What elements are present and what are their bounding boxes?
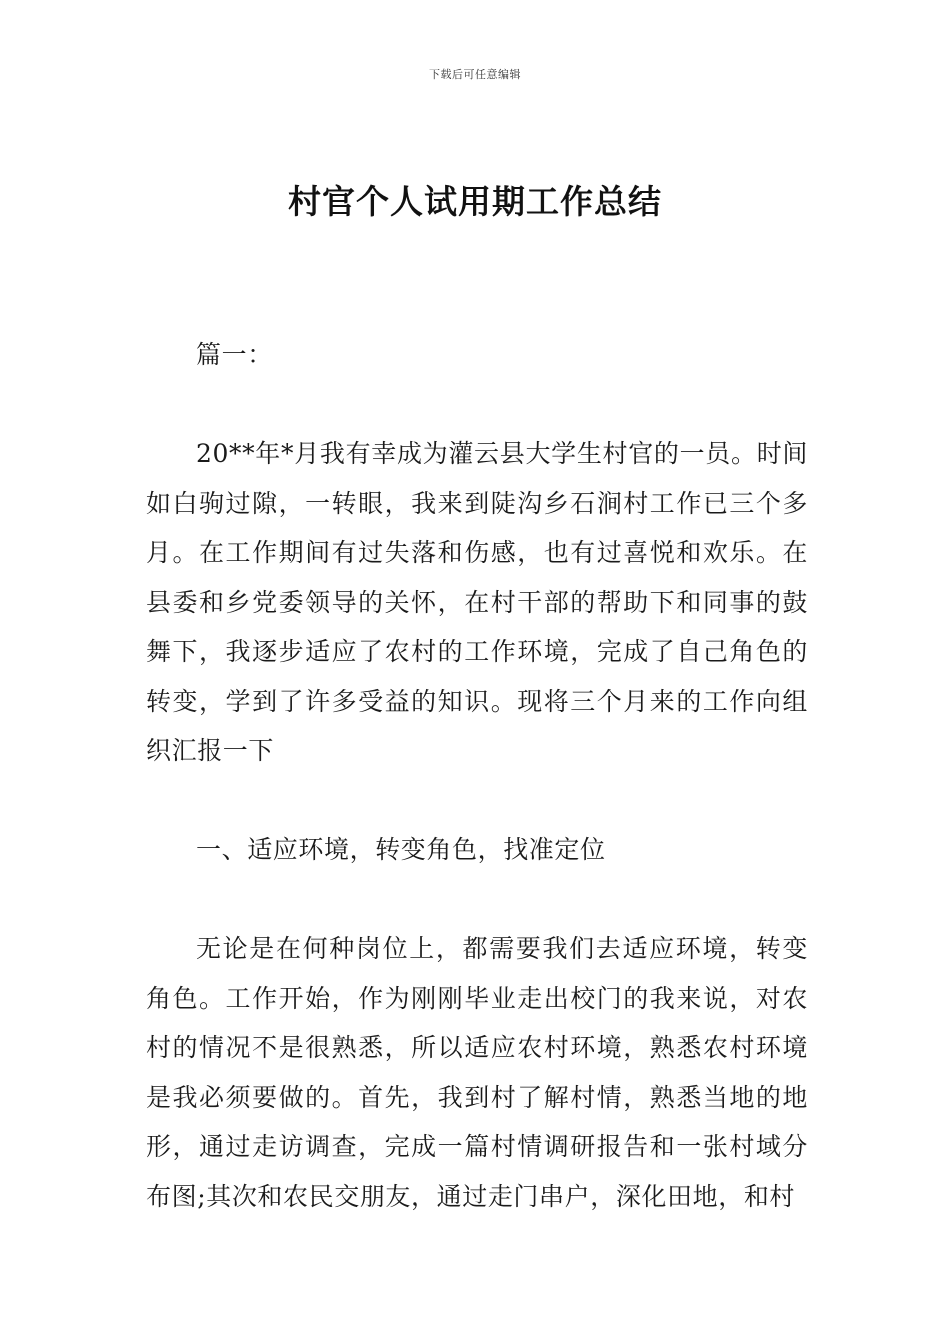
section-label: 篇一：	[196, 340, 273, 369]
body-paragraph-2: 无论是在何种岗位上，都需要我们去适应环境，转变角色。工作开始，作为刚刚毕业走出校门的我来说，对农村的情况不是很熟悉，所以适应农村环境，熟悉农村环境是我必须要做的。首先，我到村了解村情，熟悉当地的地形，通过走访调查，完成一篇村情调研报告和一张村域分布图;其次和农民交朋友，通过走门串户，深化田地，和村	[146, 934, 808, 1211]
section-heading-1: 一、适应环境，转变角色，找准定位	[196, 835, 606, 864]
body-paragraph-1: 20**年*月我有幸成为灌云县大学生村官的一员。时间如白驹过隙，一转眼，我来到陡沟乡石涧村工作已三个多月。在工作期间有过失落和伤感，也有过喜悦和欢乐。在县委和乡党委领导的关怀，在村干部的帮助下和同事的鼓舞下，我逐步适应了农村的工作环境，完成了自己角色的转变，学到了许多受益的知识。现将三个月来的工作向组织汇报一下	[146, 439, 808, 765]
document-body	[146, 330, 808, 1221]
header-note: 下载后可任意编辑	[429, 68, 521, 81]
document-title: 村官个人试用期工作总结	[288, 182, 662, 221]
